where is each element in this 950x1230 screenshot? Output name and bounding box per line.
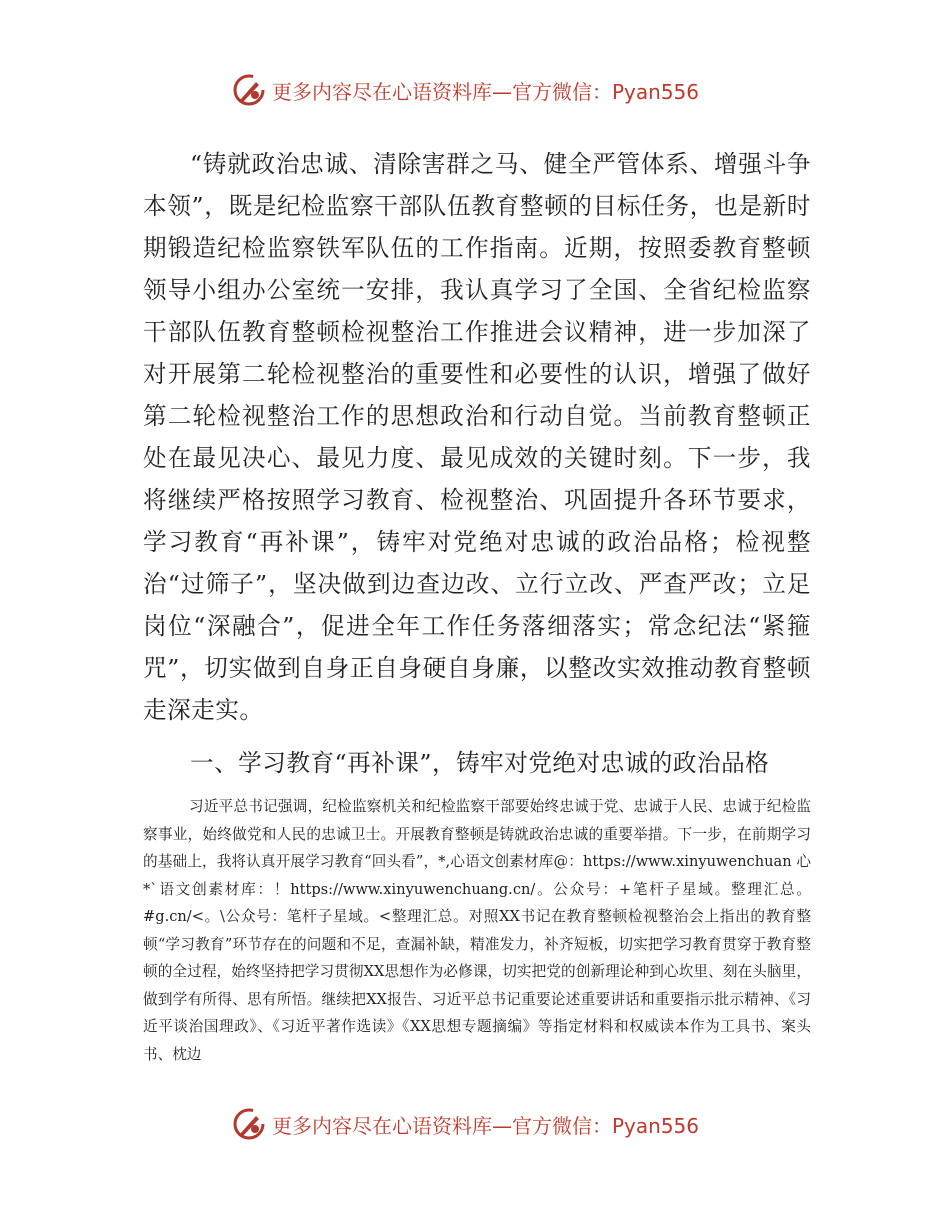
section-paragraph: 习近平总书记强调，纪检监察机关和纪检监察干部要始终忠诚于党、忠诚于人民、忠诚于纪检监察事业，始终做党和人民的忠诚卫士。开展教育整顿是铸就政治忠诚的重要举措。下一步，在前期学习的基础上，我将认真开展学习教育“回头看”，*,心语文创素材库@：https://www.xinyuwenchuan 心*`语文创素材库：！https://www.xinyuwenchuang.cn/。公众号：+笔杆子星域。整理汇总。#g.cn/<。\公众号：笔杆子星域。<整理汇总。对照XX书记在教育整顿检视整治会上指出的教育整顿“学习教育”环节存在的问题和不足，查漏补缺，精准发力，补齐短板，切实把学习教育贯穿于教育整顿的全过程，始终坚持把学习贯彻XX思想作为必修课，切实把党的创新理论种到心坎里、刻在头脑里，做到学有所得、思有所悟。继续把XX报告、习近平总书记重要论述重要讲话和重要指示批示精神、《习近平谈治国理政》、《习近平著作选读》《XX思想专题摘编》等指定材料和权威读本作为工具书、案头书、枕边 bbox=[143, 798, 811, 1063]
intro-paragraph: “铸就政治忠诚、清除害群之马、健全严管体系、增强斗争本领”，既是纪检监察干部队伍教育整顿的目标任务，也是新时期锻造纪检监察铁军队伍的工作指南。近期，按照委教育整顿领导小组办公室统一安排，我认真学习了全国、全省纪检监察干部队伍教育整顿检视整治工作推进会议精神，进一步加深了对开展第二轮检视整治的重要性和必要性的认识，增强了做好第二轮检视整治工作的思想政治和行动自觉。当前教育整顿正处在最见决心、最见力度、最见成效的关键时刻。下一步，我将继续严格按照学习教育、检视整治、巩固提升各环节要求，学习教育“再补课”，铸牢对党绝对忠诚的政治品格；检视整治“过筛子”，坚决做到边查边改、立行立改、严查严改；立足岗位“深融合”，促进全年工作任务落细落实；常念纪法“紧箍咒”，切实做到自身正自身硬自身廉，以整改实效推动教育整顿走深走实。 bbox=[143, 150, 811, 724]
section-heading: 一、学习教育“再补课”，铸牢对党绝对忠诚的政治品格 bbox=[190, 749, 770, 777]
logo-icon bbox=[232, 73, 266, 107]
header-banner bbox=[232, 70, 699, 110]
header-banner-text: 更多内容尽在心语资料库—官方微信：Pyan556 bbox=[272, 79, 700, 104]
logo-icon bbox=[232, 1107, 266, 1141]
footer-banner bbox=[232, 1104, 699, 1144]
footer-banner-text: 更多内容尽在心语资料库—官方微信：Pyan556 bbox=[272, 1113, 700, 1138]
